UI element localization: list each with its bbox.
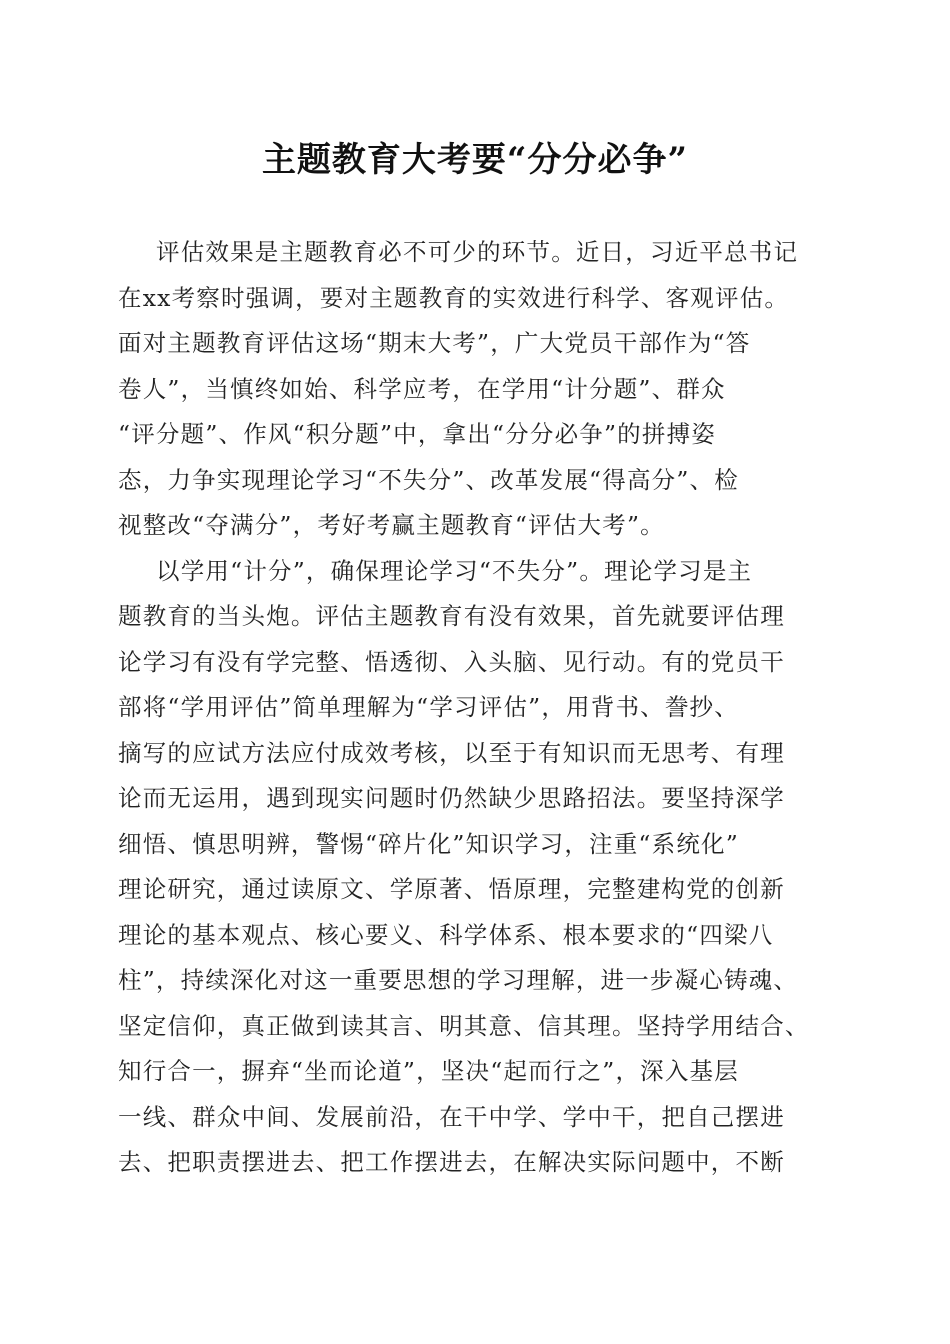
paragraph-line: 论学习有没有学完整、悟透彻、入头脑、见行动。有的党员干 bbox=[118, 647, 785, 676]
paragraph-line: 一线、群众中间、发展前沿，在干中学、学中干，把自己摆进 bbox=[118, 1102, 785, 1131]
paragraph-line: 面对主题教育评估这场“期末大考”，广大党员干部作为“答 bbox=[118, 329, 751, 357]
paragraph-line: 评估效果是主题教育必不可少的环节。近日，习近平总书记 bbox=[156, 238, 799, 266]
paragraph-line: 态，力争实现理论学习“不失分”、改革发展“得高分”、检 bbox=[118, 465, 739, 494]
paragraph-line: “评分题”、作风“积分题”中，拿出“分分必争”的拼搏姿 bbox=[118, 420, 716, 448]
paragraph-line: 以学用“计分”，确保理论学习“不失分”。理论学习是主 bbox=[156, 556, 753, 585]
paragraph-line: 视整改“夺满分”，考好考赢主题教育“评估大考”。 bbox=[118, 511, 665, 539]
document-body bbox=[118, 230, 838, 1186]
paragraph-line: 理论研究，通过读原文、学原著、悟原理，完整建构党的创新 bbox=[118, 875, 785, 903]
paragraph-line: 柱”，持续深化对这一重要思想的学习理解，进一步凝心铸魂、 bbox=[118, 966, 799, 994]
paragraph-line: 坚定信仰，真正做到读其言、明其意、信其理。坚持学用结合、 bbox=[118, 1011, 810, 1040]
paragraph-line: 细悟、慎思明辨，警惕“碎片化”知识学习，注重“系统化” bbox=[118, 829, 739, 858]
paragraph-line: 知行合一，摒弃“坐而论道”，坚决“起而行之”，深入基层 bbox=[118, 1057, 739, 1085]
document-title: 主题教育大考要“分分必争” bbox=[261, 140, 689, 180]
paragraph-line: 理论的基本观点、核心要义、科学体系、根本要求的“四梁八 bbox=[118, 920, 774, 949]
paragraph-line: 去、把职责摆进去、把工作摆进去，在解决实际问题中，不断 bbox=[118, 1148, 785, 1176]
paragraph-line: 论而无运用，遇到现实问题时仍然缺少思路招法。要坚持深学 bbox=[118, 784, 785, 812]
paragraph-line: 题教育的当头炮。评估主题教育有没有效果，首先就要评估理 bbox=[118, 602, 785, 630]
paragraph-line: 卷人”，当慎终如始、科学应考，在学用“计分题”、群众 bbox=[118, 374, 726, 403]
paragraph-line: 在xx考察时强调，要对主题教育的实效进行科学、客观评估。 bbox=[118, 283, 790, 312]
paragraph-line: 部将“学用评估”简单理解为“学习评估”，用背书、誊抄、 bbox=[118, 693, 739, 721]
paragraph-line: 摘写的应试方法应付成效考核，以至于有知识而无思考、有理 bbox=[118, 738, 785, 767]
